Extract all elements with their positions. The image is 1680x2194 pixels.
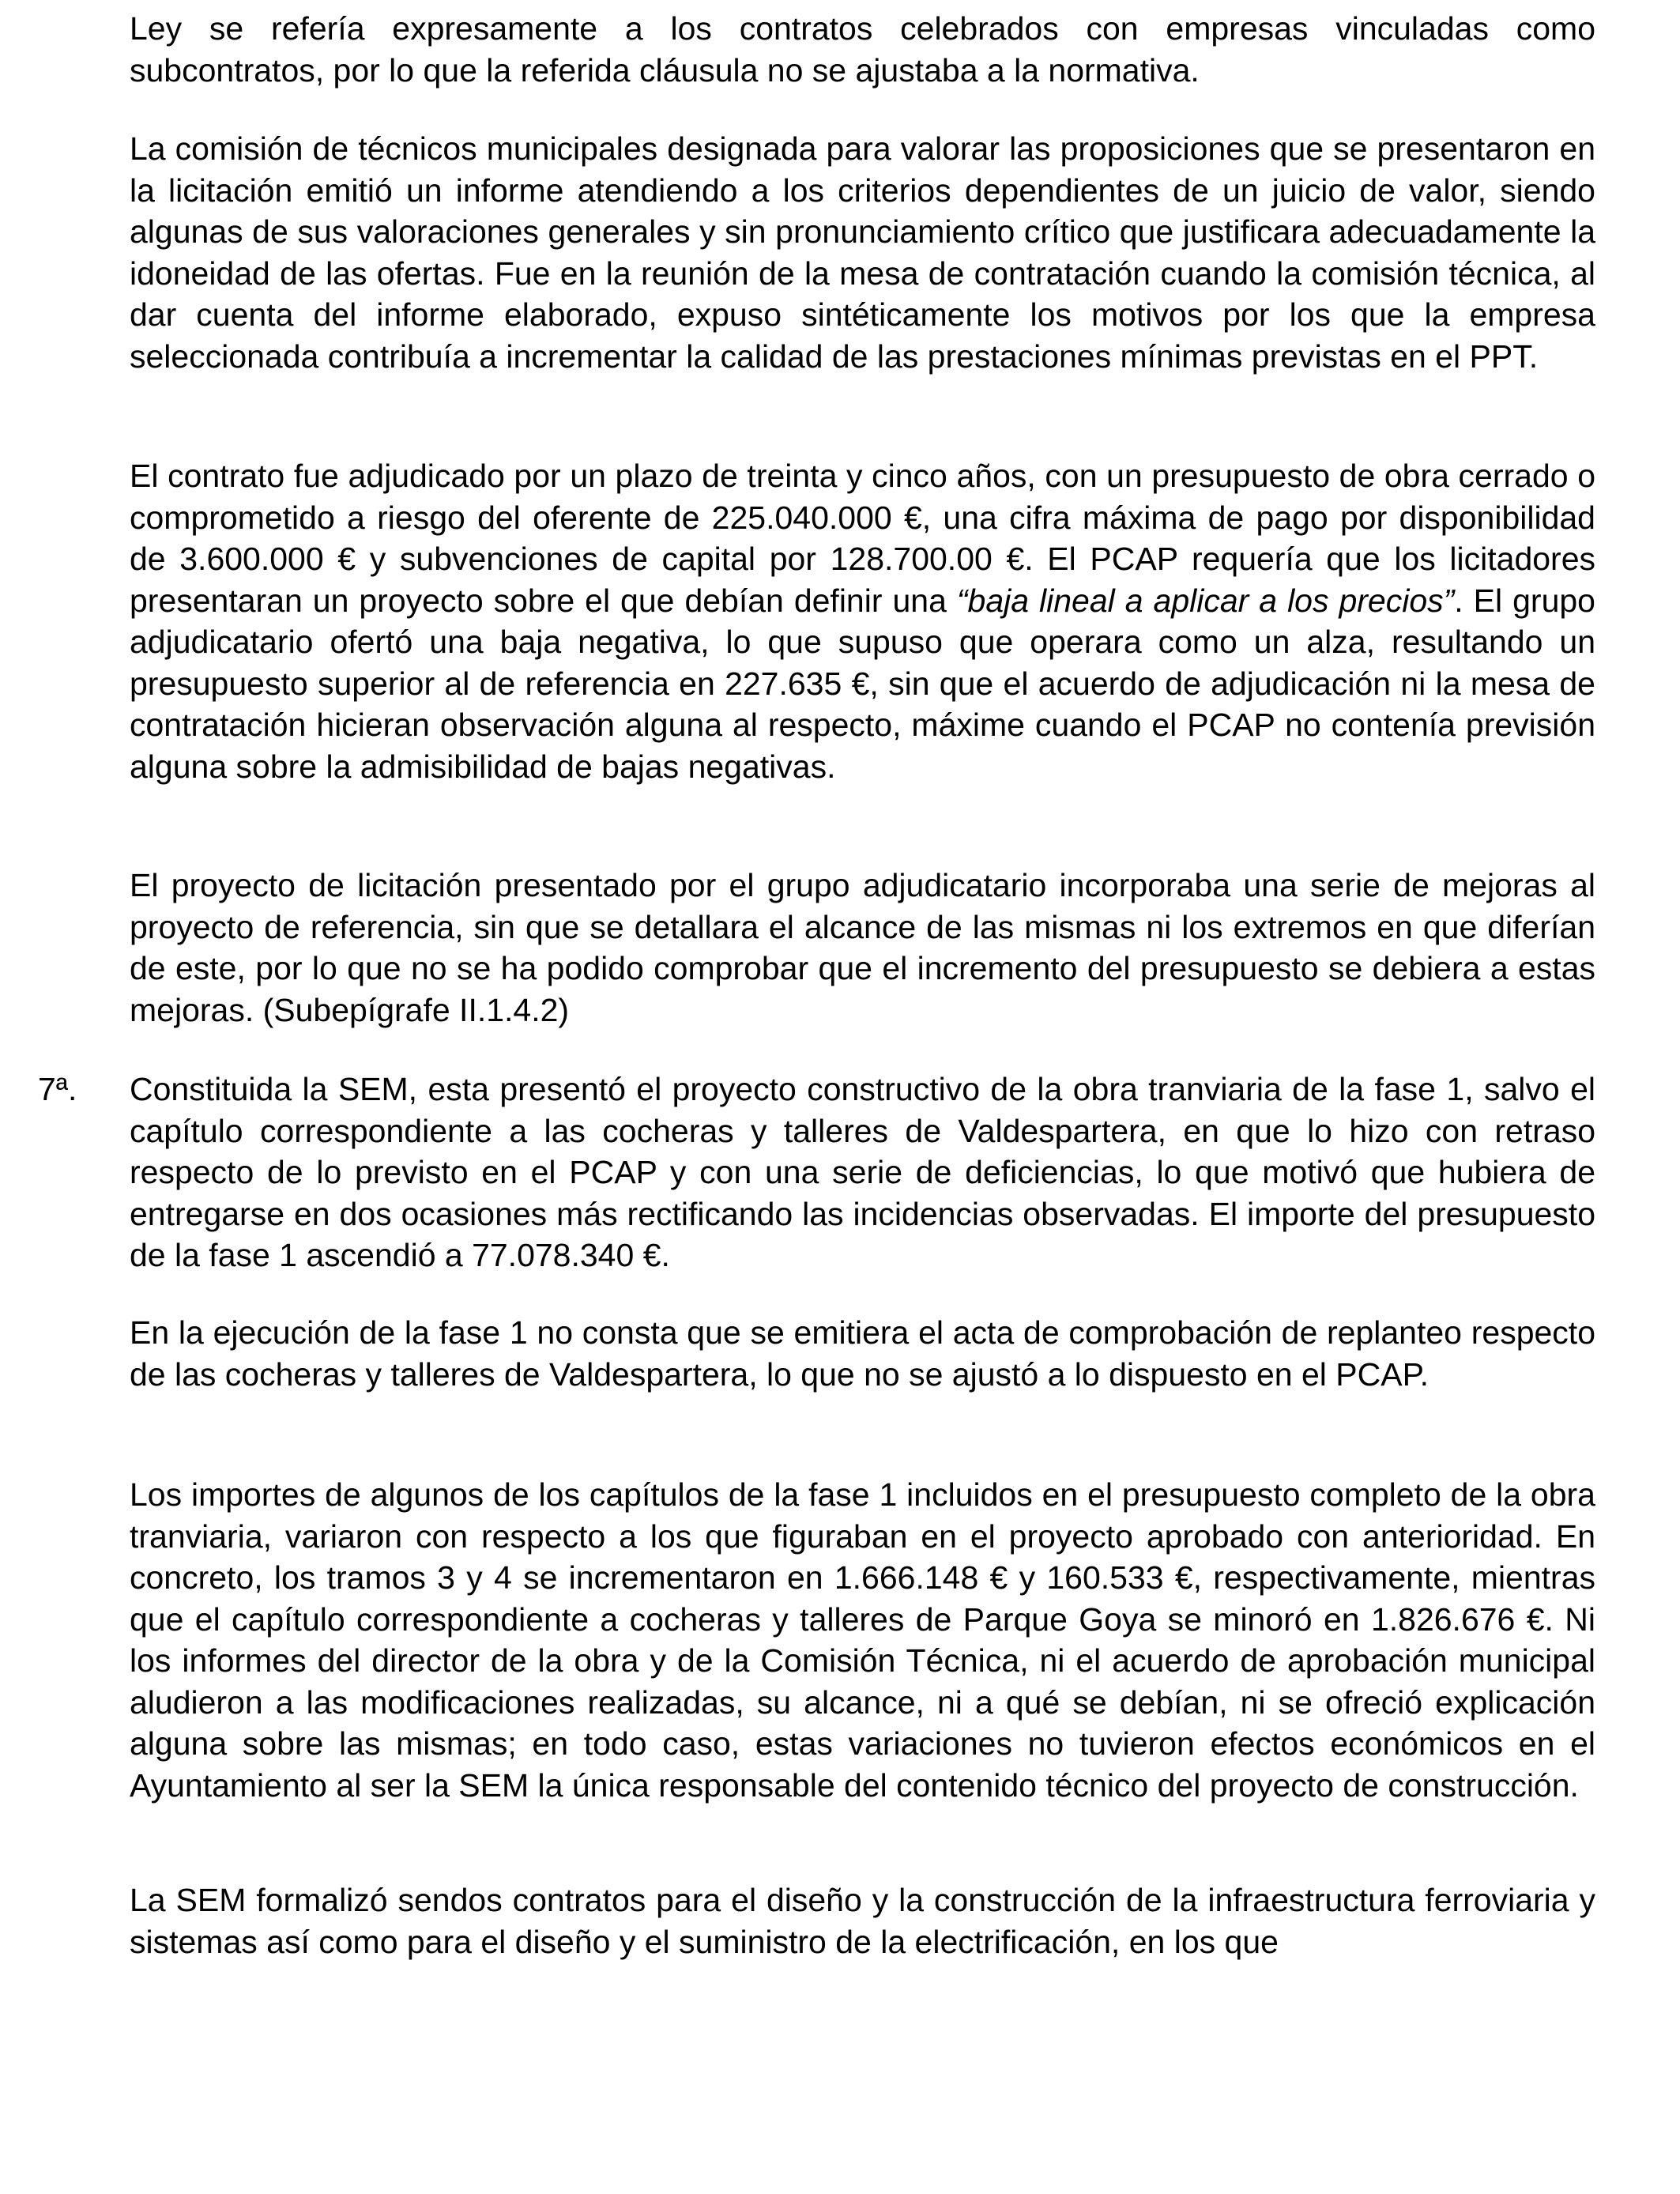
paragraph-6: En la ejecución de la fase 1 no consta que se emitiera el acta de comprobación de replanteo respecto de las cocheras y talleres de Valdespartera, lo que no se ajustó a lo dispuesto en el PCAP. bbox=[130, 1314, 1595, 1393]
paragraph-8: La SEM formalizó sendos contratos para el diseño y la construcción de la infraestructura ferroviaria y sistemas así como para el diseño y el suministro de la electrificación, en los que bbox=[130, 1882, 1595, 1960]
conclusion-number: 7ª. bbox=[38, 1071, 77, 1107]
paragraph-1: Ley se refería expresamente a los contratos celebrados con empresas vinculadas como subcontratos, por lo que la referida cláusula no se ajustaba a la normativa. bbox=[130, 10, 1595, 89]
paragraph-5: Constituida la SEM, esta presentó el proyecto constructivo de la obra tranviaria de la fase 1, salvo el capítulo correspondiente a las cocheras y talleres de Valdespartera, en que lo hizo con retraso respecto de lo previsto en el PCAP y con una serie de deficiencias, lo que motivó que hubiera de entregarse en dos ocasiones más rectificando las incidencias observadas. El importe del presupuesto de la fase 1 ascendió a 77.078.340 €. bbox=[130, 1071, 1595, 1273]
paragraph-3-quote: “baja lineal a aplicar a los precios” bbox=[956, 582, 1455, 619]
paragraph-3-text-after: . El grupo adjudicatario ofertó una baja negativa, lo que supuso que operara como un alza, resultando un presupuesto superior al de referencia en 227.635 €, sin que el acuerdo de adjudicación ni la mesa de contratación hicieran observación alguna al respecto, máxime cuando el PCAP no contenía previsión alguna sobre la admisibilidad de bajas negativas. bbox=[130, 582, 1595, 785]
paragraph-2: La comisión de técnicos municipales designada para valorar las proposiciones que se presentaron en la licitación emitió un informe atendiendo a los criterios dependientes de un juicio de valor, siendo algunas de sus valoraciones generales y sin pronunciamiento crítico que justificara adecuadamente la idoneidad de las ofertas. Fue en la reunión de la mesa de contratación cuando la comisión técnica, al dar cuenta del informe elaborado, expuso sintéticamente los motivos por los que la empresa seleccionada contribuía a incrementar la calidad de las prestaciones mínimas previstas en el PPT. bbox=[130, 130, 1595, 375]
paragraph-3 bbox=[130, 455, 1595, 787]
paragraph-7: Los importes de algunos de los capítulos de la fase 1 incluidos en el presupuesto completo de la obra tranviaria, variaron con respecto a los que figuraban en el proyecto aprobado con anterioridad. En concreto, los tramos 3 y 4 se incrementaron en 1.666.148 € y 160.533 €, respectivamente, mientras que el capítulo correspondiente a cocheras y talleres de Parque Goya se minoró en 1.826.676 €. Ni los informes del director de la obra y de la Comisión Técnica, ni el acuerdo de aprobación municipal aludieron a las modificaciones realizadas, su alcance, ni a qué se debían, ni se ofreció explicación alguna sobre las mismas; en todo caso, estas variaciones no tuvieron efectos económicos en el Ayuntamiento al ser la SEM la única responsable del contenido técnico del proyecto de construcción. bbox=[130, 1476, 1595, 1804]
paragraph-3-text-before: El contrato fue adjudicado por un plazo de treinta y cinco años, con un presupuesto de obra cerrado o comprometido a riesgo del oferente de 225.040.000 €, una cifra máxima de pago por disponibilidad de 3.600.000 € y subvenciones de capital por 128.700.00 €. El PCAP requería que los licitadores presentaran un proyecto sobre el que debían definir una bbox=[130, 458, 1595, 619]
paragraph-4: El proyecto de licitación presentado por el grupo adjudicatario incorporaba una serie de mejoras al proyecto de referencia, sin que se detallara el alcance de las mismas ni los extremos en que diferían de este, por lo que no se ha podido comprobar que el incremento del presupuesto se debiera a estas mejoras. (Subepígrafe II.1.4.2) bbox=[130, 867, 1595, 1028]
